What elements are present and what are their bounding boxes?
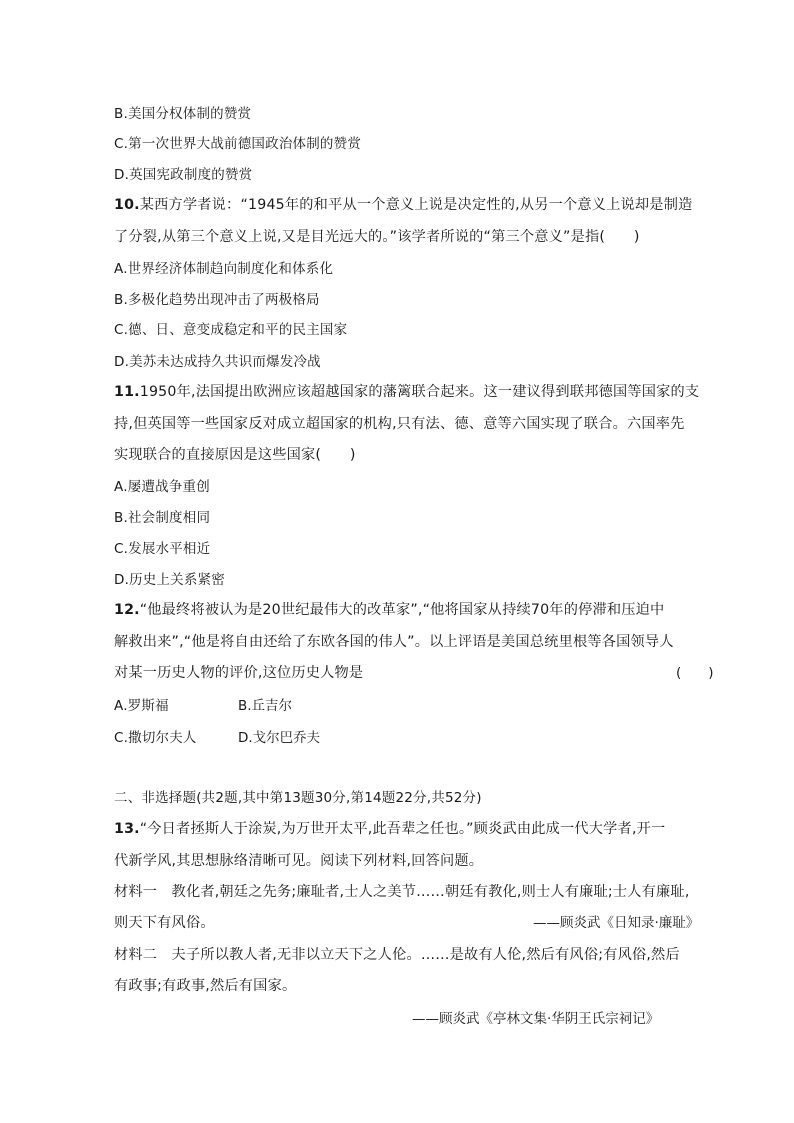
q9-option-b: B.美国分权体制的赞赏 xyxy=(114,106,252,122)
q13-text-1: “今日者拯斯人于涂炭,为万世开太平,此吾辈之任也。”顾炎武由此成一代大学者,开一 xyxy=(139,821,666,837)
q12-number: 12. xyxy=(114,602,140,618)
q9-option-d: D.英国宪政制度的赞赏 xyxy=(114,167,253,183)
section2-header: 二、非选择题(共2题,其中第13题30分,第14题22分,共52分) xyxy=(114,790,482,806)
q10-stem-line2: 了分裂,从第三个意义上说,又是目光远大的。”该学者所说的“第三个意义”是指( ) xyxy=(114,229,640,245)
material1-line1: 材料一 教化者,朝廷之先务;廉耻者,士人之美节……朝廷有教化,则士人有廉耻;士人有廉耻, xyxy=(114,884,690,900)
q10-option-c: C.德、日、意变成稳定和平的民主国家 xyxy=(114,322,348,338)
q10-stem-line1 xyxy=(114,196,692,214)
q11-number: 11. xyxy=(114,384,140,400)
q11-option-a: A.屡遭战争重创 xyxy=(114,479,210,495)
material2-line2: 有政事;有政事,然后有国家。 xyxy=(114,978,297,994)
q11-stem-line1 xyxy=(114,383,699,401)
q11-option-d: D.历史上关系紧密 xyxy=(114,572,225,588)
q12-stem-line1 xyxy=(114,601,664,619)
material2-source: ——顾炎武《亭林文集·华阴王氏宗祠记》 xyxy=(412,1011,660,1027)
q11-option-c: C.发展水平相近 xyxy=(114,541,211,557)
q10-option-b: B.多极化趋势出现冲击了两极格局 xyxy=(114,292,320,308)
q12-option-a: A.罗斯福 xyxy=(114,698,169,714)
q13-number: 13. xyxy=(114,821,140,837)
q12-option-b: B.丘吉尔 xyxy=(238,698,293,714)
q12-option-d: D.戈尔巴乔夫 xyxy=(238,730,321,746)
q11-text-1: 1950年,法国提出欧洲应该超越国家的藩篱联合起来。这一建议得到联邦德国等国家的支 xyxy=(139,384,700,400)
q12-answer-paren: ( ) xyxy=(676,665,714,681)
q9-option-c: C.第一次世界大战前德国政治体制的赞赏 xyxy=(114,136,362,152)
q13-stem-line2: 代新学风,其思想脉络清晰可见。阅读下列材料,回答问题。 xyxy=(114,853,484,869)
material1-source: ——顾炎武《日知录·廉耻》 xyxy=(533,915,700,931)
q11-stem-line3: 实现联合的直接原因是这些国家( ) xyxy=(114,447,356,463)
q11-stem-line2: 持,但英国等一些国家反对成立超国家的机构,只有法、德、意等六国实现了联合。六国率先 xyxy=(114,416,685,432)
material2-line1: 材料二 夫子所以教人者,无非以立天下之人伦。……是故有人伦,然后有风俗;有风俗,然后 xyxy=(114,947,680,963)
q12-stem-line2: 解救出来”,“他是将自由还给了东欧各国的伟人”。以上评语是美国总统里根等各国领导人 xyxy=(114,634,674,650)
q12-option-c: C.撒切尔夫人 xyxy=(114,730,197,746)
q13-stem-line1 xyxy=(114,820,665,838)
q12-text-1: “他最终将被认为是20世纪最伟大的改革家”,“他将国家从持续70年的停滞和压迫中 xyxy=(139,602,665,618)
material1-line2: 则天下有风俗。 xyxy=(114,915,215,931)
q10-text-1: 某西方学者说：“1945年的和平从一个意义上说是决定性的,从另一个意义上说却是制造 xyxy=(139,197,693,213)
q12-stem-line3: 对某一历史人物的评价,这位历史人物是 xyxy=(114,665,364,681)
q11-option-b: B.社会制度相同 xyxy=(114,510,211,526)
q10-option-d: D.美苏未达成持久共识而爆发冷战 xyxy=(114,354,321,370)
q10-number: 10. xyxy=(114,197,140,213)
q10-option-a: A.世界经济体制趋向制度化和体系化 xyxy=(114,261,334,277)
